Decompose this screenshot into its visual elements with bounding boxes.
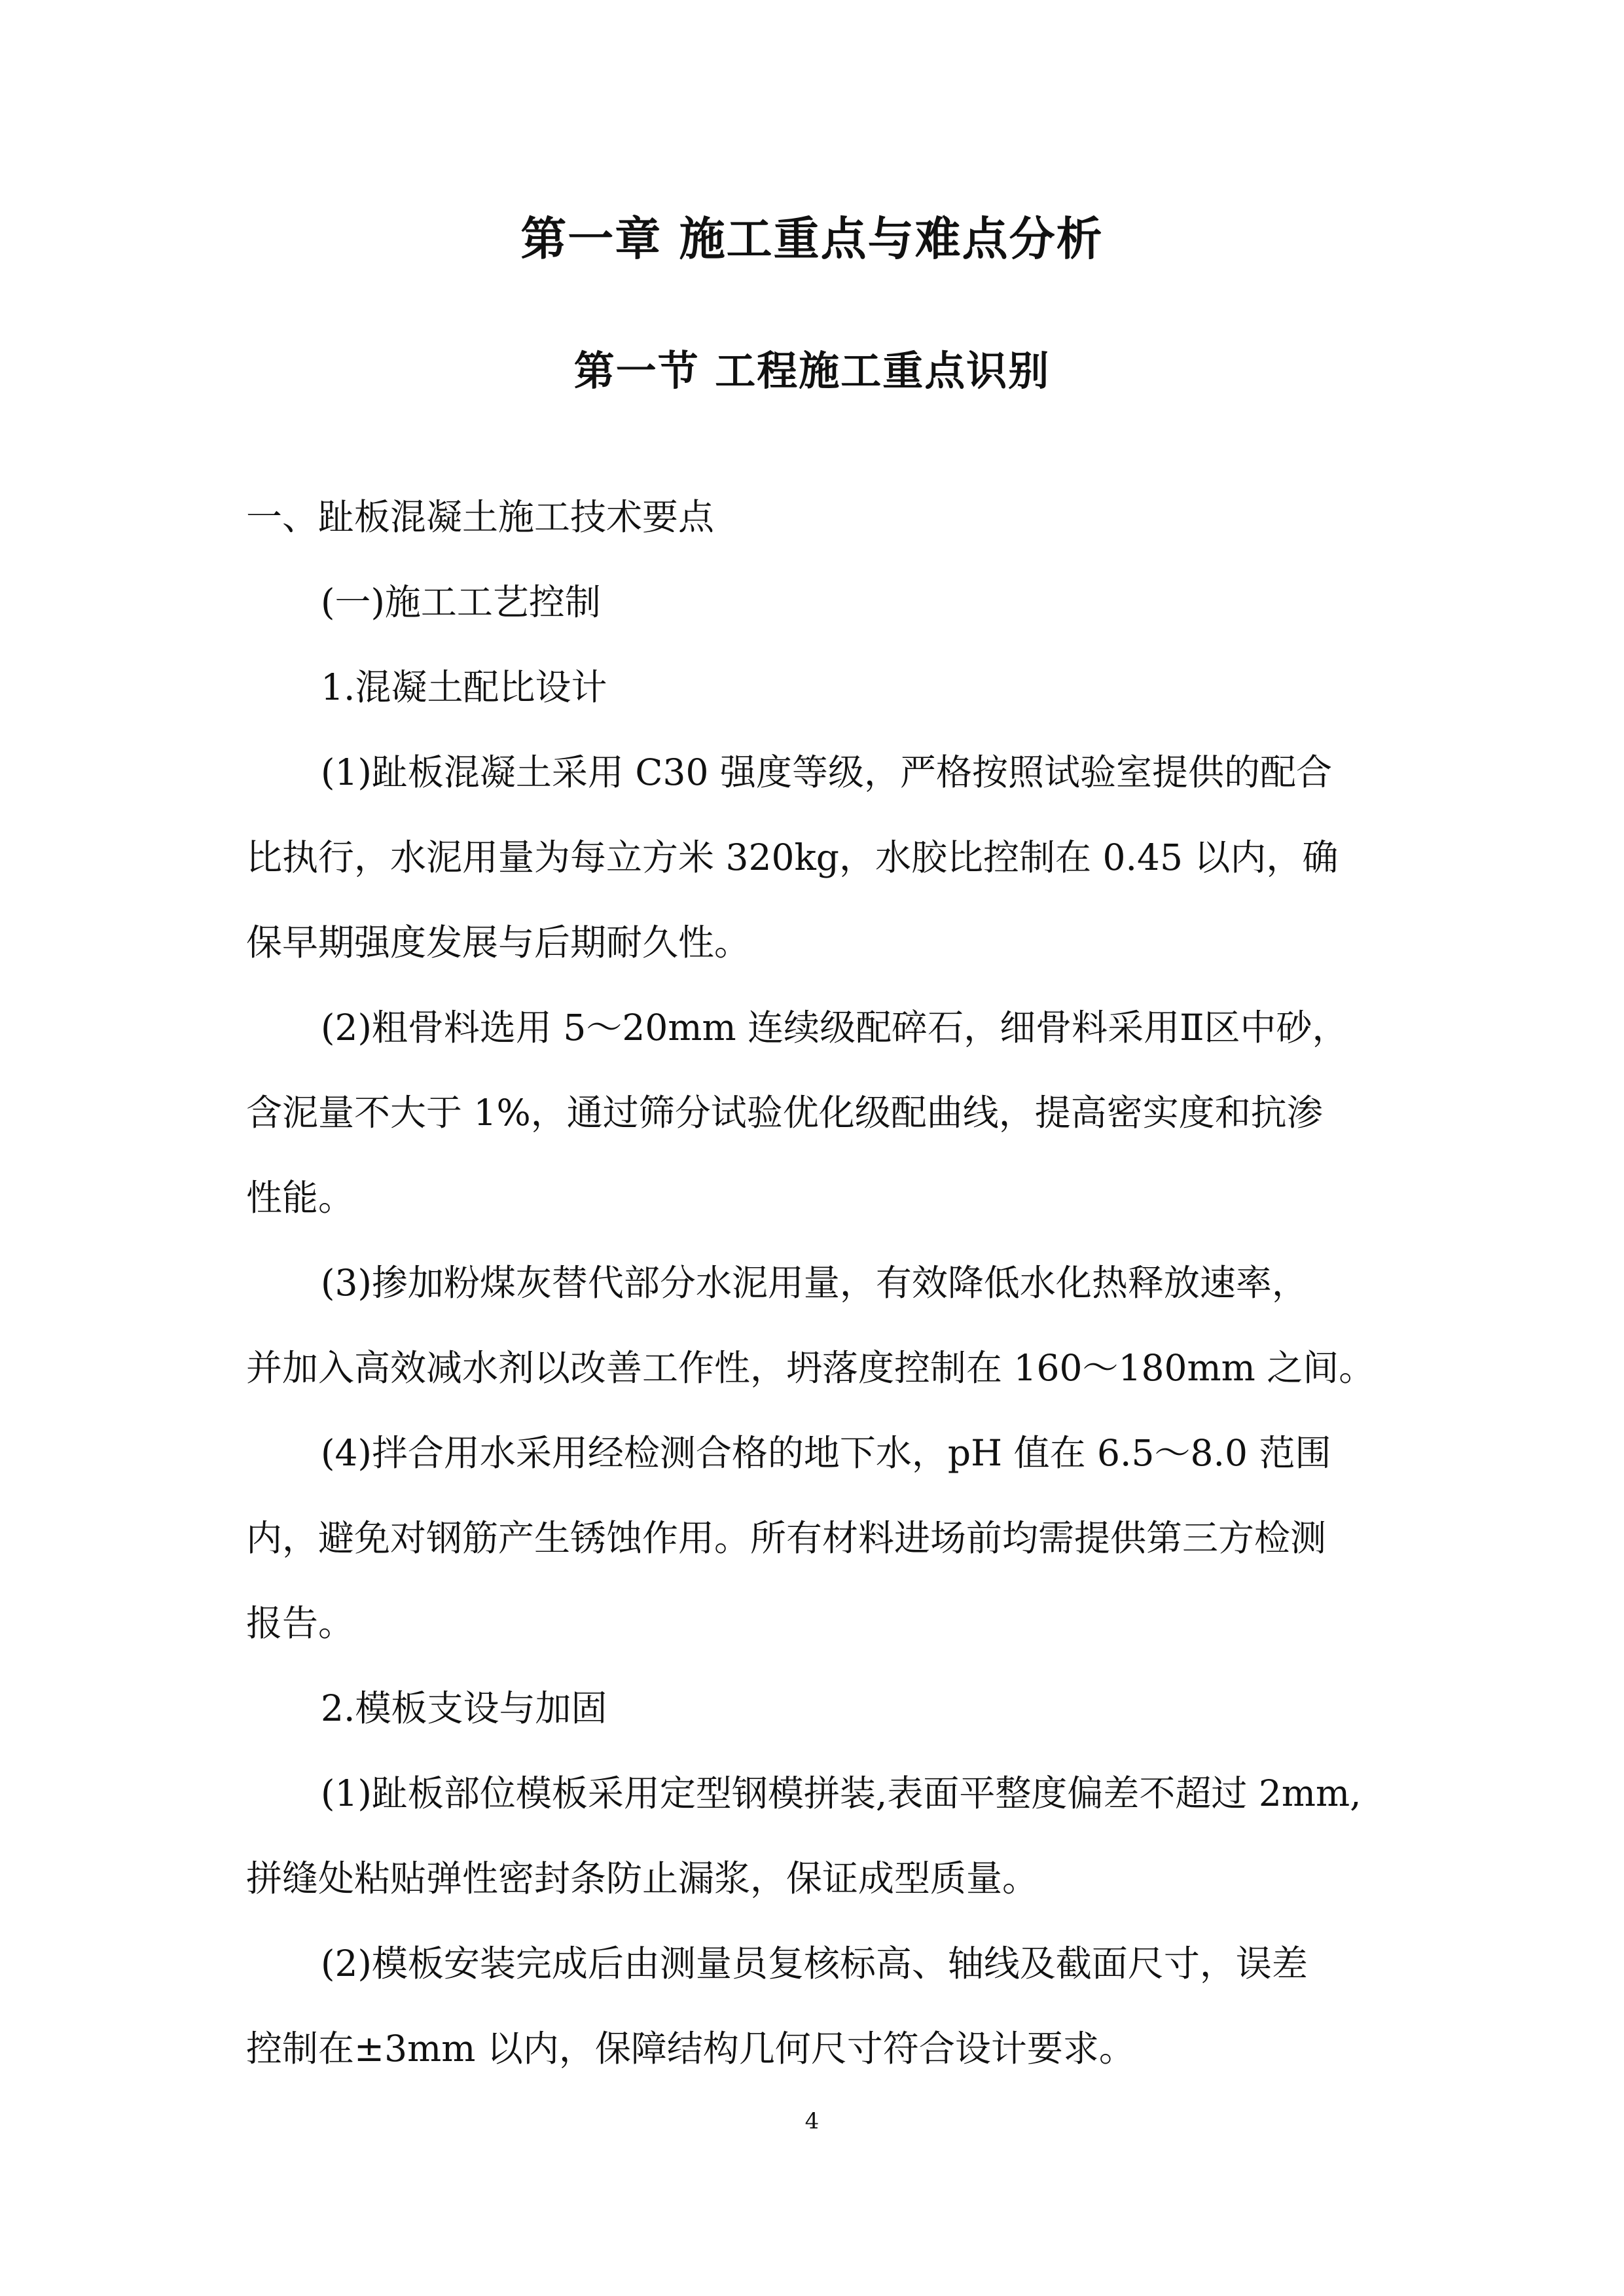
paragraph-5-line-1: (1)趾板部位模板采用定型钢模拼装,表面平整度偏差不超过 2mm, — [321, 1772, 1362, 1814]
paragraph-5-line-2: 拼缝处粘贴弹性密封条防止漏浆，保证成型质量。 — [246, 1857, 1039, 1899]
paragraph-6-line-1: (2)模板安装完成后由测量员复核标高、轴线及截面尺寸，误差 — [321, 1943, 1308, 1984]
paragraph-3-line-2: 并加入高效减水剂以改善工作性，坍落度控制在 160～180mm 之间。 — [246, 1347, 1375, 1389]
paragraph-2-line-3: 性能。 — [246, 1177, 355, 1219]
paragraph-4-line-3: 报告。 — [246, 1602, 355, 1644]
paragraph-4-line-1: (4)拌合用水采用经检测合格的地下水，pH 值在 6.5～8.0 范围 — [321, 1432, 1331, 1474]
section-title: 第一节 工程施工重点识别 — [573, 347, 1051, 395]
chapter-title: 第一章 施工重点与难点分析 — [520, 212, 1104, 266]
paragraph-2-line-1: (2)粗骨料选用 5～20mm 连续级配碎石，细骨料采用Ⅱ区中砂， — [321, 1007, 1348, 1049]
heading-toe-slab-concrete: 一、趾板混凝土施工技术要点 — [246, 496, 715, 538]
page-number: 4 — [804, 2108, 820, 2134]
item-formwork-title: 2.模板支设与加固 — [321, 1687, 607, 1729]
paragraph-1-line-2: 比执行，水泥用量为每立方米 320kg，水胶比控制在 0.45 以内，确 — [246, 836, 1339, 878]
subheading-process-control: (一)施工工艺控制 — [321, 581, 601, 623]
item-mix-design-title: 1.混凝土配比设计 — [321, 666, 607, 708]
paragraph-2-line-2: 含泥量不大于 1%，通过筛分试验优化级配曲线，提高密实度和抗渗 — [246, 1092, 1323, 1134]
paragraph-3-line-1: (3)掺加粉煤灰替代部分水泥用量，有效降低水化热释放速率， — [321, 1262, 1308, 1304]
paragraph-1-line-1: (1)趾板混凝土采用 C30 强度等级，严格按照试验室提供的配合 — [321, 751, 1332, 793]
paragraph-1-line-3: 保早期强度发展与后期耐久性。 — [246, 922, 751, 963]
paragraph-4-line-2: 内，避免对钢筋产生锈蚀作用。所有材料进场前均需提供第三方检测 — [246, 1517, 1327, 1559]
paragraph-6-line-2: 控制在±3mm 以内，保障结构几何尺寸符合设计要求。 — [246, 2028, 1135, 2070]
